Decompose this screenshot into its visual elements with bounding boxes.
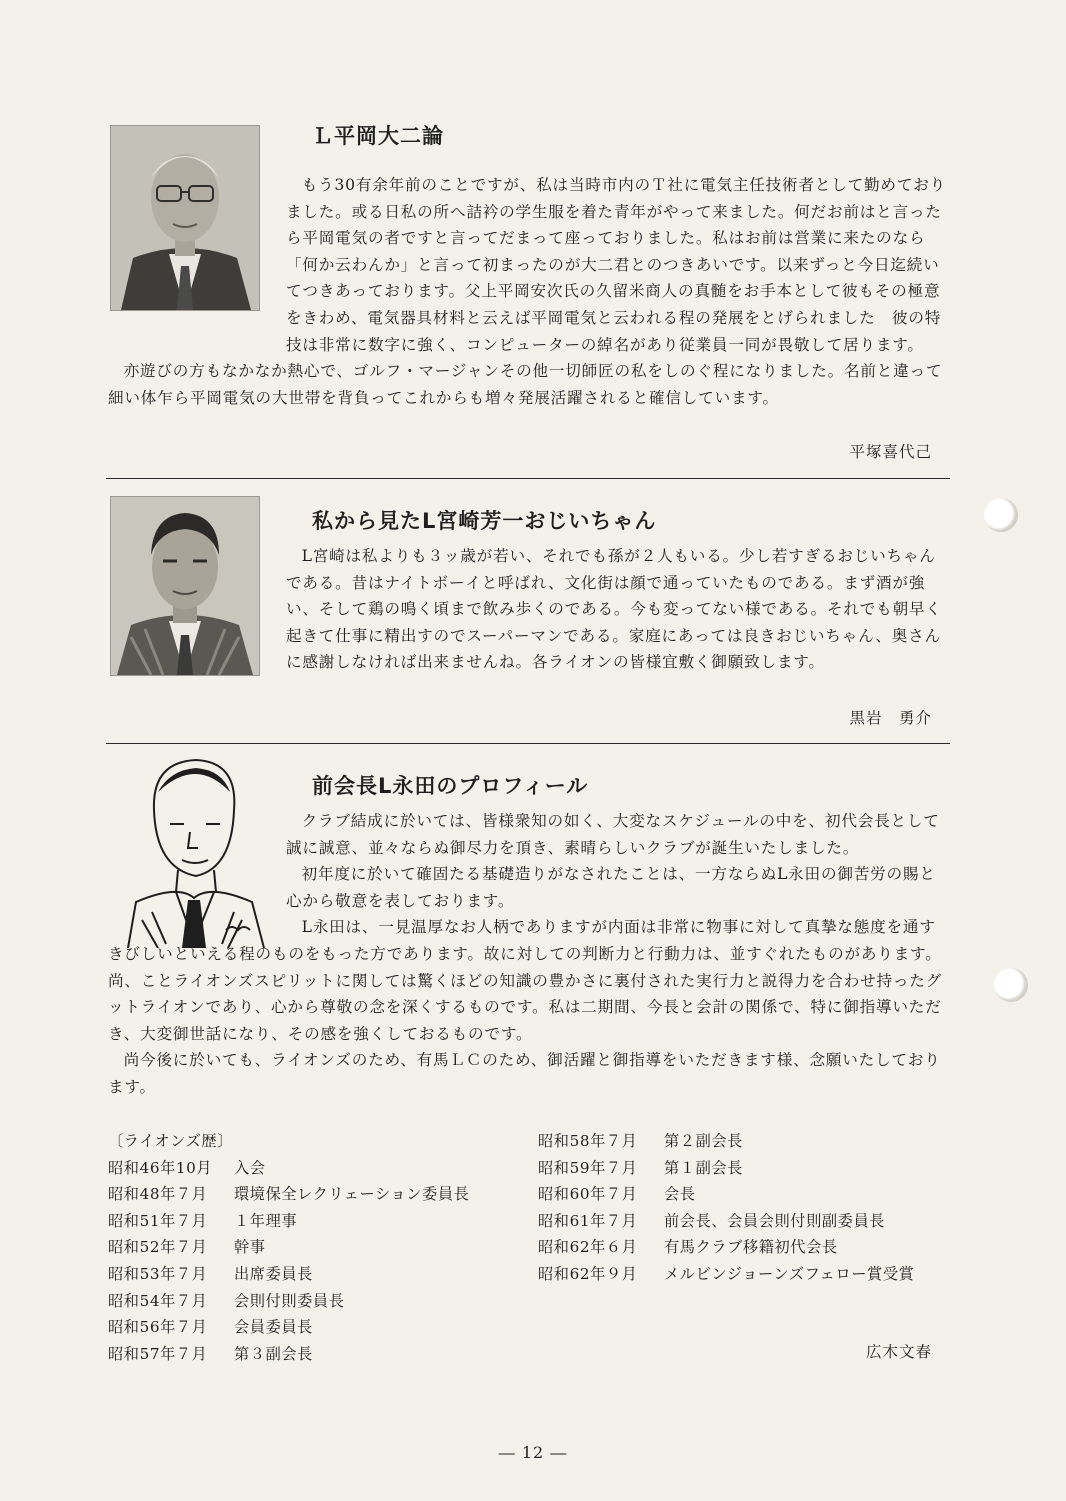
history-row [108,1261,469,1288]
history-row [538,1261,914,1288]
paragraph: もう30有余年前のことですが、私は当時市内のＴ社に電気主任技術者として勤めておりました。或る日私の所へ詰衿の学生服を着た青年がやって来ました。何だお前はと言ったら平岡電気の者ですと言ってだまって座っておりました。私はお前は営業に来たのなら「何か云わんか」と言って初まったのが大二君とのつきあいです。以来ずっと今日迄続いてつきあっております。父上平岡安次氏の久留米商人の真髄をお手本として彼もその極意をきわめ、電気器具材料と云えば平岡電気と云われる程の発展をとげられました 彼の特技は非常に数字に強く、コンピューターの綽名があり従業員一同が畏敬して居ります。 [286,176,946,354]
history-role: 出席委員長 [234,1264,313,1283]
history-date: 昭和54年７月 [108,1291,208,1310]
history-row [108,1341,469,1368]
lions-history-right [538,1128,914,1288]
paragraph: 尚今後に於いても、ライオンズのため、有馬ＬＣのため、御活躍と御指導をいただきます様、念願いたしております。 [108,1051,941,1096]
portrait-photo-miyazaki [110,496,260,676]
section-title-miyazaki: 私から見たL宮崎芳一おじいちゃん [312,509,657,533]
history-role: 幹事 [234,1238,266,1257]
section-title-nagata: 前会長L永田のプロフィール [312,774,589,798]
history-row [538,1208,914,1235]
author-hirotsuka: 平塚喜代己 [849,443,932,461]
history-role: １年理事 [234,1211,298,1230]
punch-hole-bottom [994,968,1028,1002]
history-role: 第２副会長 [664,1132,743,1150]
photo-float-spacer [108,172,286,332]
history-row [538,1155,914,1182]
page-number: ― 12 ― [498,1443,568,1462]
history-date: 昭和62年６月 [538,1238,638,1257]
section-divider [106,478,950,479]
punch-hole-top [984,498,1018,532]
section-title-hiraoka: Ｌ平岡大二論 [312,124,444,148]
paragraph: L永田は、一見温厚なお人柄でありますが内面は非常に物事に対して真摯な態度を通すきびしいといえる程のものをもった方であります。故に対しての判断力と行動力は、並すぐれたものがあります。尚、ことライオンズスピリットに関しては驚くほどの知識の豊かさに裏付された実行力と説得力を合わせ持ったグットライオンであり、心から尊敬の念を深くするものです。私は二期間、今長と会計の関係で、特に御指導いただき、大変御世話になり、その感を強くしておるものです。 [108,918,943,1043]
history-row [108,1181,469,1208]
history-row [108,1234,469,1261]
history-date: 昭和62年９月 [538,1264,638,1283]
history-row [538,1234,914,1261]
portrait-miyazaki-image [111,497,259,675]
section-divider [106,743,950,744]
history-row [538,1128,914,1155]
history-row [108,1155,469,1182]
history-role: 入会 [234,1158,266,1177]
history-date: 昭和52年７月 [108,1238,208,1257]
author-kuroiwa: 黒岩 勇介 [849,709,932,727]
history-role: メルビンジョーンズフェロー賞受賞 [664,1264,915,1283]
history-role: 会則付則委員長 [234,1291,345,1310]
history-date: 昭和48年７月 [108,1185,208,1204]
history-date: 昭和56年７月 [108,1318,208,1337]
history-row [108,1314,469,1341]
history-role: 前会長、会員会則付則副委員長 [664,1211,886,1230]
history-role: 第１副会長 [664,1158,743,1177]
history-date: 昭和60年７月 [538,1185,638,1204]
history-date: 昭和57年７月 [108,1344,208,1363]
history-date: 昭和46年10月 [108,1158,213,1177]
history-role: 第３副会長 [234,1344,313,1363]
history-row [108,1288,469,1315]
history-role: 有馬クラブ移籍初代会長 [664,1238,838,1257]
history-date: 昭和58年７月 [538,1132,638,1150]
lions-history-left [108,1128,469,1367]
history-row [108,1208,469,1235]
paragraph: 亦遊びの方もなかなか熱心で、ゴルフ・マージャンその他一切師匠の私をしのぐ程になりました。名前と違って細い体乍ら平岡電気の大世帯を背負ってこれからも増々発展活躍されると確信しています。 [108,362,943,407]
illustration-float-spacer [108,808,286,940]
paragraph: クラブ結成に於いては、皆様衆知の如く、大変なスケジュールの中を、初代会長として誠に誠意、並々ならぬ御尽力を頂き、素晴らしいクラブが誕生いたしました。 [286,812,940,857]
history-role: 環境保全レクリェーション委員長 [234,1185,470,1204]
paragraph: 初年度に於いて確固たる基礎造りがなされたことは、一方ならぬL永田の御苦労の賜と心から敬意を表しております。 [286,865,936,910]
history-role: 会員委員長 [234,1318,313,1337]
history-date: 昭和51年７月 [108,1211,208,1230]
section-body-nagata [108,808,952,1101]
author-hiroki: 広木文春 [865,1343,932,1361]
section-body-hiraoka [108,172,952,411]
history-date: 昭和61年７月 [538,1211,638,1230]
lions-history-heading: 〔ライオンズ歴〕 [108,1132,233,1150]
history-date: 昭和53年７月 [108,1264,208,1283]
section-body-miyazaki [286,543,952,676]
history-date: 昭和59年７月 [538,1158,638,1177]
history-row [538,1181,914,1208]
paragraph: L宮崎は私よりも３ッ歳が若い、それでも孫が２人もいる。少し若すぎるおじいちゃんである。昔はナイトボーイと呼ばれ、文化街は顔で通っていたものである。まず酒が強い、そして鶏の鳴く頃まで飲み歩くのである。今も変ってない様である。それでも朝早く起きて仕事に精出すのでスーパーマンである。家庭にあっては良きおじいちゃん、奥さんに感謝しなければ出来ませんね。各ライオンの皆様宜敷く御願致します。 [286,547,942,672]
history-role: 会長 [664,1185,696,1204]
